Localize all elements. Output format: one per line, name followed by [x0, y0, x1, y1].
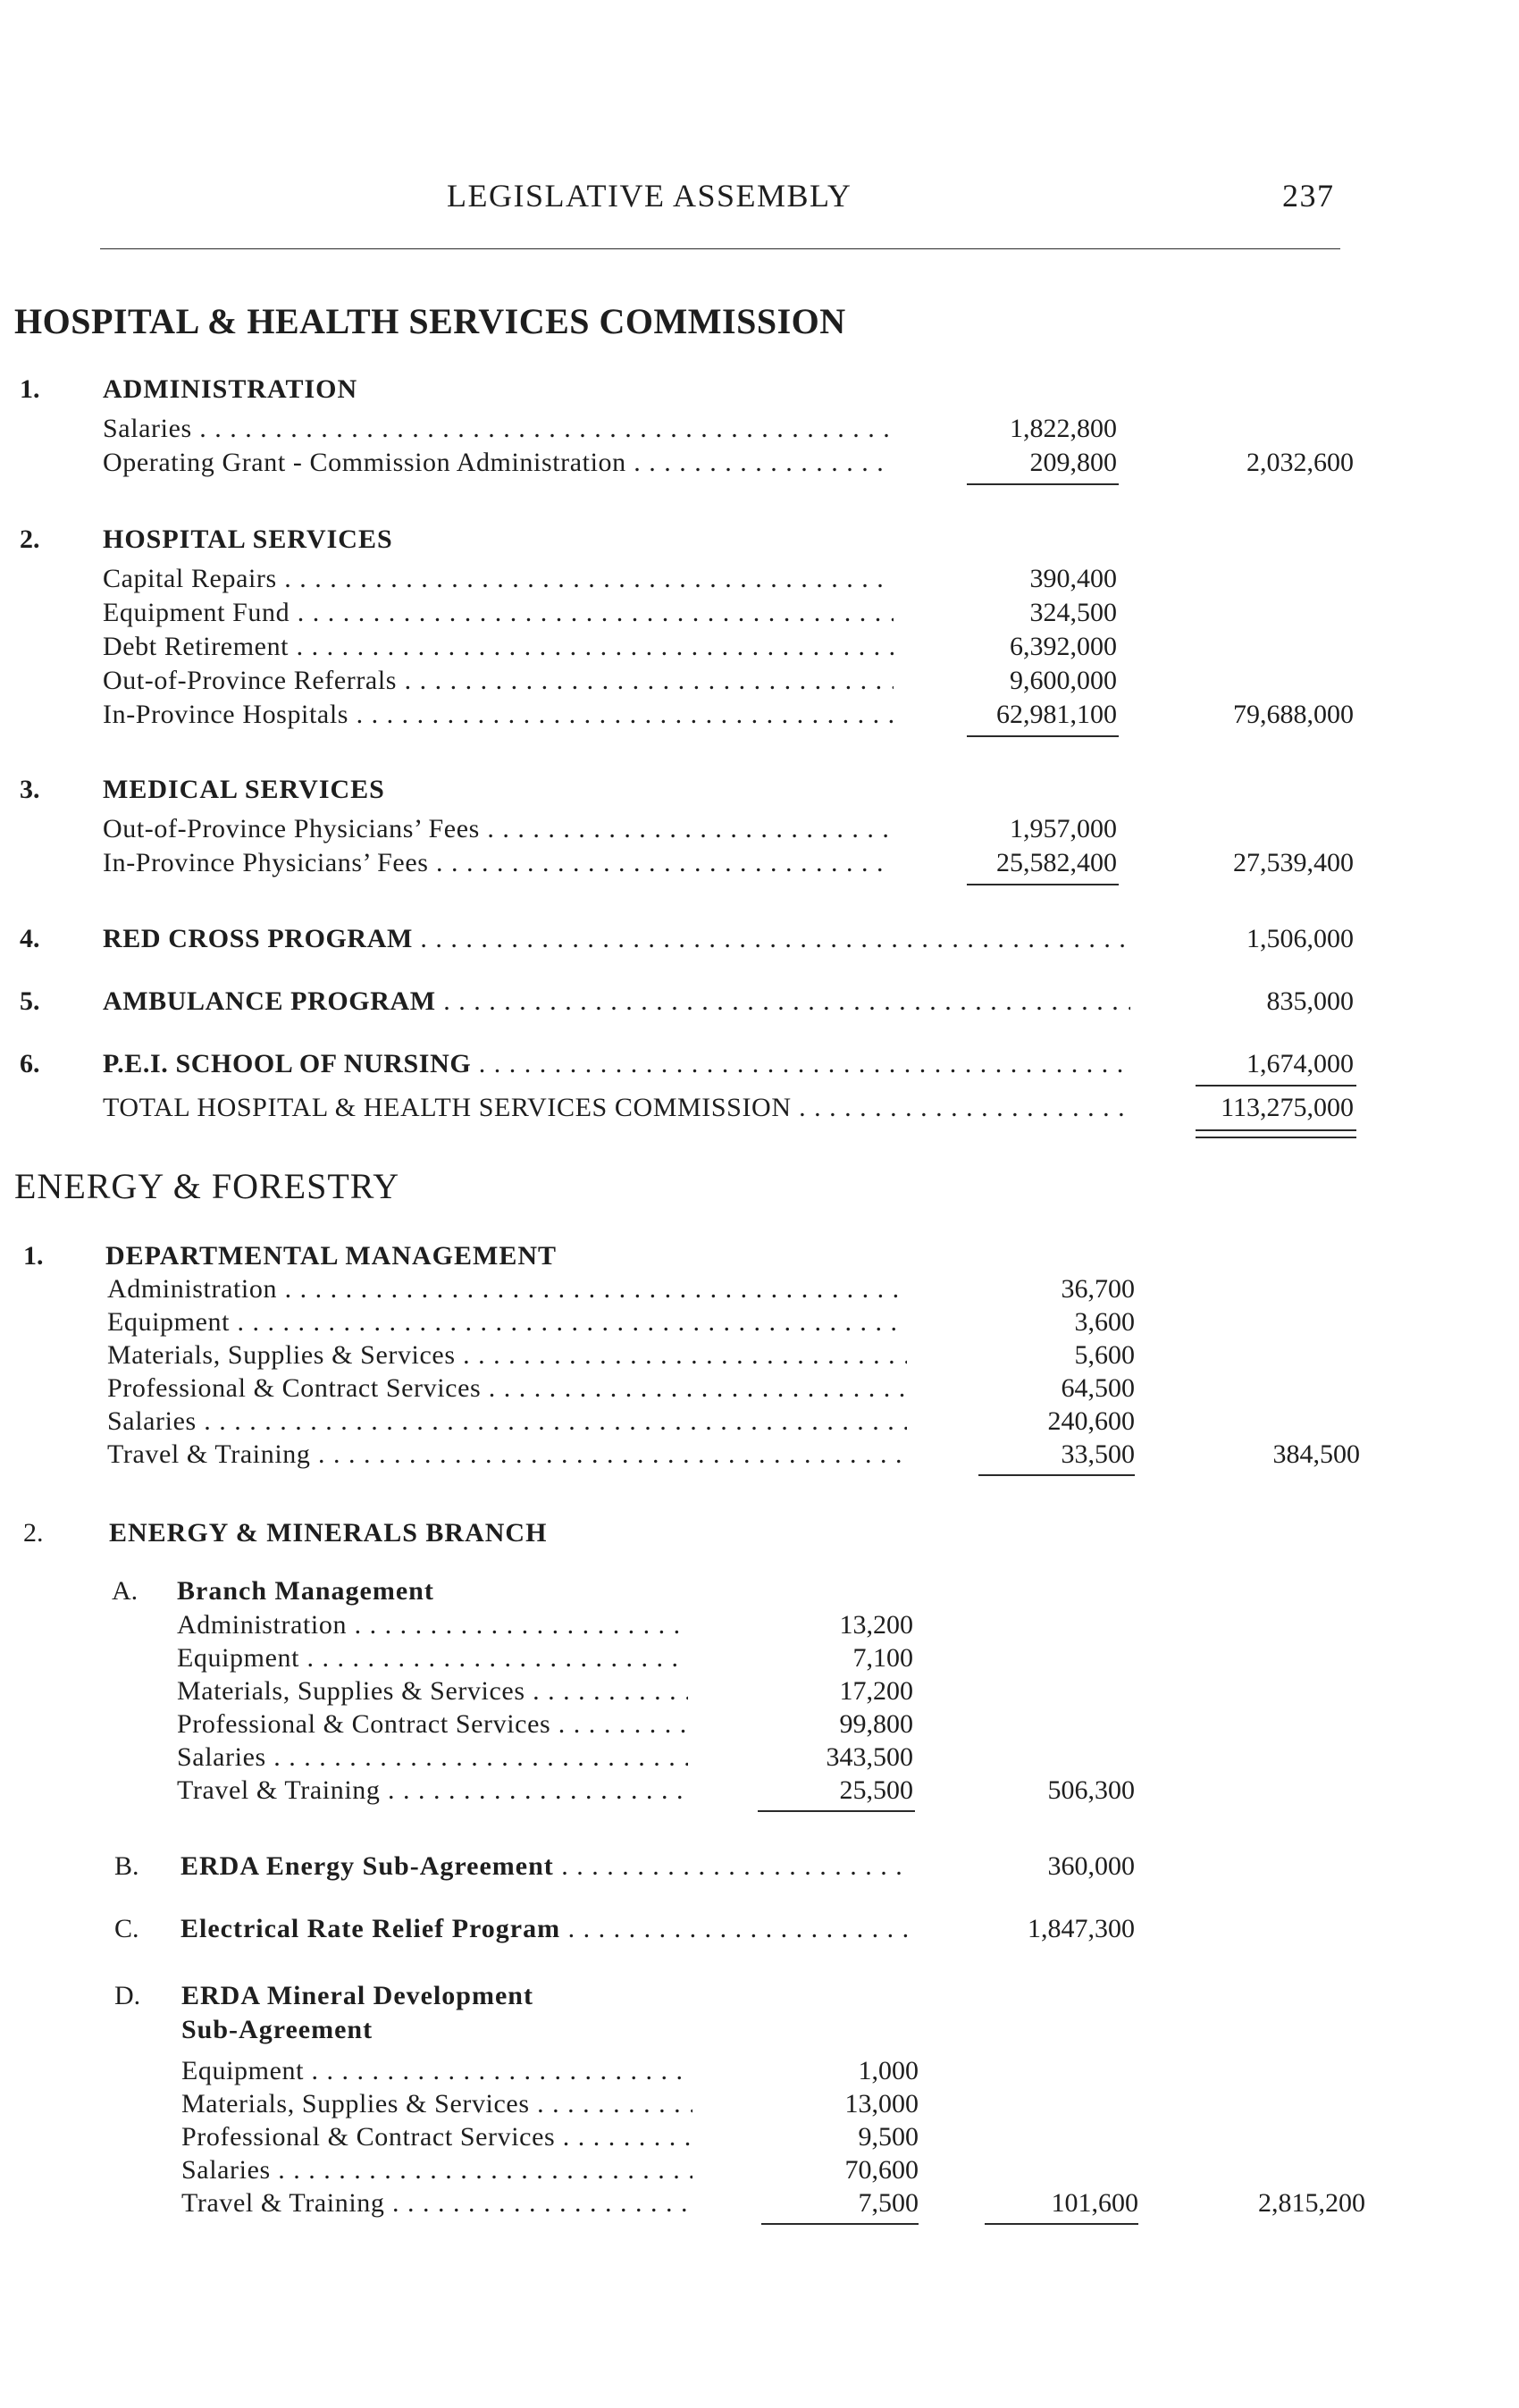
line-item-amount: 64,500 [1061, 1373, 1135, 1403]
program-line: P.E.I. SCHOOL OF NURSING . . . [103, 1048, 1130, 1080]
section-total: 2,815,200 [1258, 2188, 1365, 2218]
item-number: 1. [20, 374, 40, 404]
item-number: 6. [20, 1049, 40, 1078]
line-item-label: Materials, Supplies & Services . . . [107, 1339, 907, 1372]
line-item-label: Equipment . . . [181, 2055, 692, 2087]
line-item-amount: 7,500 [858, 2188, 919, 2218]
section-total: 27,539,400 [1233, 848, 1354, 877]
section-title-energy-forestry: ENERGY & FORESTRY [14, 1166, 400, 1206]
line-item-amount: 9,500 [858, 2122, 919, 2152]
line-item-amount: 25,500 [839, 1775, 913, 1805]
line-item-amount: 7,100 [852, 1643, 913, 1673]
line-item-amount: 99,800 [839, 1709, 913, 1739]
subtotal-rule [978, 1474, 1135, 1476]
subtotal-rule [967, 884, 1119, 885]
line-item-amount: 390,400 [1029, 564, 1117, 593]
header-rule [100, 248, 1340, 249]
line-item-amount: 13,000 [844, 2089, 919, 2119]
line-item-label: Materials, Supplies & Services . . . [177, 1675, 688, 1707]
line-item-label: Salaries . . . [107, 1405, 907, 1438]
sub-item-total: 101,600 [1051, 2188, 1138, 2218]
sub-item-letter: C. [114, 1914, 139, 1943]
line-item-label: Operating Grant - Commission Administration . . . [103, 447, 894, 479]
line-item-amount: 62,981,100 [996, 700, 1117, 729]
line-item-label: Professional & Contract Services . . . [181, 2121, 692, 2153]
line-item-amount: 1,957,000 [1010, 814, 1117, 843]
line-item-amount: 5,600 [1074, 1340, 1135, 1370]
line-item-label: Salaries . . . [181, 2154, 692, 2186]
line-item-label: Travel & Training . . . [177, 1775, 688, 1807]
line-item-label: Out-of-Province Referrals . . . [103, 665, 894, 697]
section-total: 2,032,600 [1246, 448, 1354, 477]
item-number: 5. [20, 986, 40, 1016]
line-item-label: Travel & Training . . . [107, 1439, 907, 1471]
line-item-amount: 17,200 [839, 1676, 913, 1706]
double-rule-top [1196, 1129, 1356, 1131]
running-header-title: LEGISLATIVE ASSEMBLY [447, 178, 852, 214]
item-number: 4. [20, 924, 40, 953]
subtotal-rule [967, 735, 1119, 737]
total-rule [1196, 1085, 1356, 1087]
line-item-label: Out-of-Province Physicians’ Fees . . . [103, 813, 894, 845]
section-total: 1,506,000 [1246, 924, 1354, 953]
item-number: 2. [23, 1518, 44, 1548]
subsection-title: ENERGY & MINERALS BRANCH [109, 1518, 548, 1548]
line-item-label: Administration . . . [177, 1609, 688, 1641]
subsection-title: HOSPITAL SERVICES [103, 524, 393, 554]
section-total: 835,000 [1266, 986, 1354, 1016]
line-item-amount: 3,600 [1074, 1307, 1135, 1337]
line-item-label: In-Province Hospitals . . . [103, 699, 894, 731]
line-item-label: Professional & Contract Services . . . [177, 1708, 688, 1741]
sub-item-total: 1,847,300 [1028, 1914, 1135, 1943]
item-number: 1. [23, 1241, 44, 1271]
section-total: 1,674,000 [1246, 1049, 1354, 1078]
section-total: 79,688,000 [1233, 700, 1354, 729]
line-item-amount: 1,822,800 [1010, 414, 1117, 443]
page-number: 237 [1282, 178, 1335, 214]
sub-item-total: 506,300 [1047, 1775, 1135, 1805]
line-item-label: Administration . . . [107, 1273, 907, 1305]
double-rule-bottom [1196, 1137, 1356, 1138]
item-number: 2. [20, 524, 40, 554]
line-item-amount: 240,600 [1047, 1406, 1135, 1436]
program-line: AMBULANCE PROGRAM . . . [103, 986, 1130, 1018]
line-item-amount: 70,600 [844, 2155, 919, 2185]
sub-item-title-continued: Sub-Agreement [181, 2015, 373, 2044]
sub-item-letter: D. [114, 1981, 141, 2010]
program-line: RED CROSS PROGRAM . . . [103, 923, 1130, 955]
line-item-label: Equipment . . . [177, 1642, 688, 1674]
sub-item-title: Branch Management [177, 1576, 434, 1606]
line-item-amount: 13,200 [839, 1610, 913, 1640]
line-item-amount: 36,700 [1061, 1274, 1135, 1304]
sub-item-letter: A. [112, 1576, 138, 1606]
line-item-label: Equipment Fund . . . [103, 597, 894, 629]
sub-item-total: 360,000 [1047, 1851, 1135, 1881]
line-item-amount: 6,392,000 [1010, 632, 1117, 661]
line-item-amount: 343,500 [826, 1742, 913, 1772]
line-item-amount: 9,600,000 [1010, 666, 1117, 695]
line-item-label: Materials, Supplies & Services . . . [181, 2088, 692, 2120]
line-item-label: In-Province Physicians’ Fees . . . [103, 847, 894, 879]
section-total: 384,500 [1272, 1439, 1360, 1469]
sub-item-letter: B. [114, 1851, 139, 1881]
line-item-label: Travel & Training . . . [181, 2187, 692, 2219]
line-item-label: Professional & Contract Services . . . [107, 1372, 907, 1405]
grand-total-label: TOTAL HOSPITAL & HEALTH SERVICES COMMISSION . . . [103, 1092, 1130, 1124]
subtotal-rule [967, 483, 1119, 485]
subtotal-rule [985, 2223, 1138, 2225]
sub-item-title: ERDA Mineral Development [181, 1981, 533, 2010]
subtotal-rule [761, 2223, 919, 2225]
line-item-label: Salaries . . . [177, 1741, 688, 1774]
subsection-title: MEDICAL SERVICES [103, 775, 385, 804]
subtotal-rule [758, 1810, 915, 1812]
line-item-amount: 209,800 [1029, 448, 1117, 477]
subsection-title: ADMINISTRATION [103, 374, 358, 404]
line-item-label: Equipment . . . [107, 1306, 907, 1338]
line-item-label: Debt Retirement . . . [103, 631, 894, 663]
line-item-label: Capital Repairs . . . [103, 563, 894, 595]
item-number: 3. [20, 775, 40, 804]
line-item-label: Salaries . . . [103, 413, 894, 445]
line-item-amount: 1,000 [858, 2056, 919, 2085]
sub-item-line: Electrical Rate Relief Program . . . [180, 1913, 911, 1945]
grand-total-amount: 113,275,000 [1221, 1093, 1354, 1122]
line-item-amount: 33,500 [1061, 1439, 1135, 1469]
line-item-amount: 324,500 [1029, 598, 1117, 627]
sub-item-line: ERDA Energy Sub-Agreement . . . [180, 1850, 911, 1883]
subsection-title: DEPARTMENTAL MANAGEMENT [105, 1241, 558, 1271]
line-item-amount: 25,582,400 [996, 848, 1117, 877]
section-title-hhsc: HOSPITAL & HEALTH SERVICES COMMISSION [14, 301, 846, 341]
